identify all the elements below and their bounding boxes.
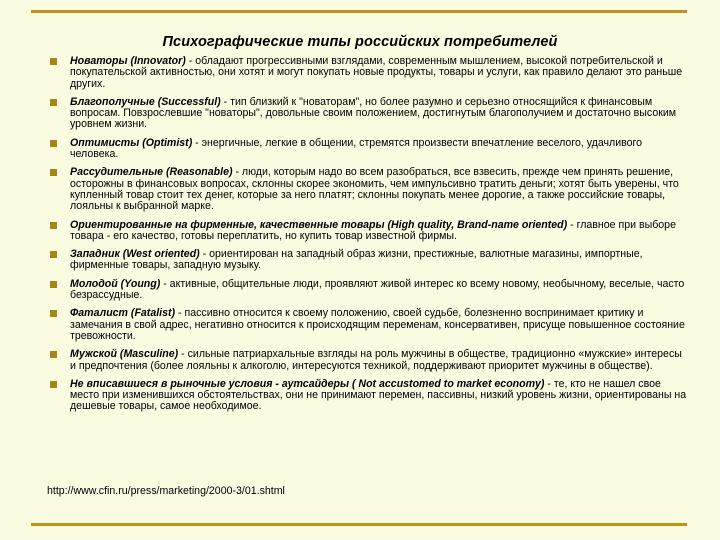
square-bullet-icon: [50, 140, 57, 147]
square-bullet-icon: [50, 310, 57, 317]
type-term: Новаторы (Innovator): [70, 55, 186, 67]
type-term: Фаталист (Fatalist): [70, 307, 176, 320]
type-description: - активные, общительные люди, проявляют живой интерес ко всему новому, необычному, веселые, часто безрассудные.: [70, 277, 685, 302]
type-term: Рассудительные (Reasonable): [70, 166, 233, 179]
type-description: - пассивно относится к своему положению, своей судьбе, болезненно воспринимает критику и замечания в свой адрес, негативно относится к происходящим переменам, консервативен, присуще повышенное состояние тревожности.: [70, 307, 685, 342]
square-bullet-icon: [50, 251, 57, 258]
list-item: [47, 349, 687, 372]
list-item: [47, 220, 687, 243]
type-term: Не вписавшиеся в рыночные условия - аутсайдеры ( Not accustomed to market economy): [70, 377, 545, 390]
type-term: Ориентированные на фирменные, качественные товары (High quality, Brand-name oriented): [70, 218, 568, 231]
type-description: - энергичные, легкие в общении, стремятся произвести впечатление веселого, удачливого человека.: [70, 136, 643, 161]
type-term: Мужской (Masculine): [70, 348, 179, 361]
square-bullet-icon: [50, 99, 57, 106]
list-item: [47, 308, 687, 342]
type-term: Благополучные (Successful): [70, 95, 221, 108]
slide-title: Психографические типы российских потребителей: [162, 34, 558, 50]
list-item: [47, 138, 687, 161]
type-description: - обладают прогрессивными взглядами, современным мышлением, высокой потребительской и покупательской активностью, они хотят и могут покупать новые продукты, товары и услуги, как правило делают это раньше других.: [70, 55, 683, 90]
square-bullet-icon: [50, 281, 57, 288]
consumer-types-list: [47, 56, 687, 420]
source-url: http://www.cfin.ru/press/marketing/2000-3/01.shtml: [47, 485, 285, 497]
list-item: [47, 97, 687, 131]
list-item: [47, 379, 687, 413]
type-description: - ориентирован на западный образ жизни, престижные, валютные магазины, импортные, фирменные товары, западную музыку.: [70, 248, 643, 272]
type-term: Западник (West oriented): [70, 248, 200, 261]
square-bullet-icon: [50, 169, 57, 176]
type-term: Оптимисты (Optimist): [70, 136, 193, 149]
list-item: [47, 279, 687, 302]
type-term: Молодой (Young): [70, 277, 161, 290]
list-item: [47, 249, 687, 272]
list-item: [47, 167, 687, 212]
square-bullet-icon: [50, 381, 57, 388]
square-bullet-icon: [50, 222, 57, 229]
square-bullet-icon: [50, 351, 57, 358]
type-description: - люди, которым надо во всем разобраться, все взвесить, прежде чем принять решение, осторожны в финансовых вопросах, склонны скорее экономить, чем импульсивно тратить деньги; хотят быть уверены, что купленный товар стоит тех денег, которые за него платят; склонны покупать менее дорогие, а также российские товары, лояльны к выбранной марке.: [70, 166, 679, 213]
type-description: - те, кто не нашел свое место при изменившихся обстоятельствах, они не принимают перемен, пассивны, низкий уровень жизни, ориентированы на дешевые товары, самое необходимое.: [70, 377, 687, 413]
type-description: - тип близкий к "новаторам", но более разумно и серьезно относящийся к финансовым вопросам. Повзрослевшие "новаторы", довольные своим положением, достигнутым благополучием и достаточно высоким уровнем жизни.: [70, 95, 677, 131]
square-bullet-icon: [50, 58, 57, 65]
type-description: - сильные патриархальные взгляды на роль мужчины в обществе, традиционно «мужские» интересы и предпочтения (более лояльны к алкоголю, интересуются техникой, поддерживают приоритет мужчины в обществе).: [70, 348, 682, 372]
type-description: - главное при выборе товара - его качество, готовы переплатить, но купить товар известной фирмы.: [70, 218, 676, 242]
list-item: [47, 56, 687, 90]
